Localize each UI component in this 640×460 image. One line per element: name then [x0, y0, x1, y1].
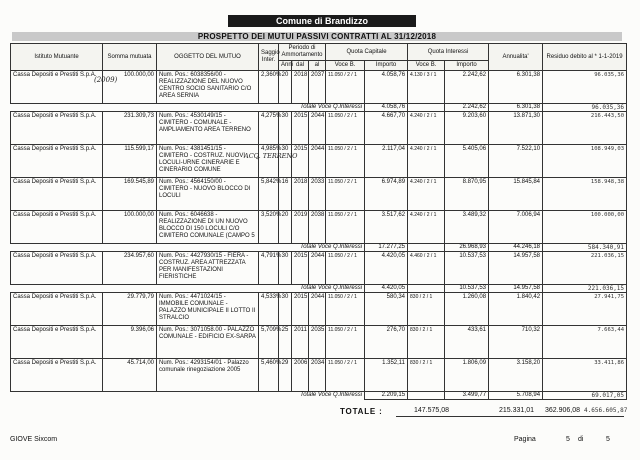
annualita-cell: 710,32	[489, 326, 543, 359]
dal-cell: 2015	[292, 112, 309, 145]
voce-cap-cell: 11.050 / 2 / 1	[326, 112, 365, 145]
saggio-cell: 4,533%	[259, 293, 279, 326]
subtotal-row	[11, 285, 627, 293]
voce-cap-cell: 11.050 / 2 / 1	[326, 71, 365, 104]
annualita-cell: 13.871,30	[489, 112, 543, 145]
somma-cell: 231.309,73	[103, 112, 157, 145]
al-cell: 2034	[309, 359, 326, 392]
importo-cap-cell: 3.517,62	[365, 211, 408, 244]
annualita-cell: 7.006,94	[489, 211, 543, 244]
voce-int-cell: 4.240 / 2 / 1	[408, 211, 445, 244]
importo-cap-cell: 1.352,11	[365, 359, 408, 392]
importo-cap-cell: 4.420,05	[365, 252, 408, 285]
voce-cap-cell: 11.050 / 2 / 1	[326, 359, 365, 392]
subtotal-label: Totale Voce Q.Interessi	[11, 392, 365, 400]
subtotal-annualita: 6.301,38	[489, 104, 543, 112]
document-title: Comune di Brandizzo	[228, 15, 416, 27]
subtotal-row	[11, 244, 627, 252]
subtotal-interessi: 10.537,53	[445, 285, 489, 293]
al-cell: 2044	[309, 112, 326, 145]
subtotal-capitale: 2.209,15	[365, 392, 408, 400]
importo-int-cell: 3.489,32	[445, 211, 489, 244]
importo-cap-cell: 4.667,70	[365, 112, 408, 145]
oggetto-cell	[157, 293, 259, 326]
saggio-cell: 5,460%	[259, 359, 279, 392]
residuo-cell: 216.443,50	[543, 112, 627, 145]
istituto-cell: Cassa Depositi e Prestiti S.p.A.	[11, 252, 103, 285]
header-periodo: Periodo di Ammortamento	[279, 44, 326, 61]
header-dal: dal	[292, 61, 309, 71]
oggetto-text: Num. Pos.: 3071058.00 - PALAZZO COMUNALE - EDIFICIO EX-SARPA	[159, 327, 256, 340]
anni-cell: 30	[279, 145, 292, 178]
somma-cell: 9.396,06	[103, 326, 157, 359]
residuo-cell: 7.663,44	[543, 326, 627, 359]
table-row	[11, 178, 627, 211]
header-annualita: Annualita'	[489, 44, 543, 71]
somma-cell: 45.714,00	[103, 359, 157, 392]
document-subtitle: PROSPETTO DEI MUTUI PASSIVI CONTRATTI AL 31/12/2018	[12, 32, 622, 41]
istituto-cell: Cassa Depositi e Prestiti S.p.A.	[11, 112, 103, 145]
residuo-cell: 158.948,38	[543, 178, 627, 211]
subtotal-spacer	[408, 392, 445, 400]
importo-cap-cell: 6.974,89	[365, 178, 408, 211]
footer-page-label: Pagina	[514, 436, 536, 443]
importo-int-cell: 5.405,06	[445, 145, 489, 178]
saggio-cell: 5,842%	[259, 178, 279, 211]
grand-total-label: TOTALE :	[340, 407, 383, 416]
footer-software: GIOVE Sixcom	[10, 436, 58, 443]
voce-cap-cell: 11.050 / 2 / 1	[326, 293, 365, 326]
subtotal-residuo: 69.017,05	[543, 392, 627, 400]
subtotal-capitale: 4.058,76	[365, 104, 408, 112]
al-cell: 2044	[309, 293, 326, 326]
subtotal-label: Totale Voce Q.Interessi	[11, 104, 365, 112]
subtotal-residuo: 584.340,91	[543, 244, 627, 252]
anni-cell: 30	[279, 252, 292, 285]
subtotal-annualita: 5.708,94	[489, 392, 543, 400]
dal-cell: 2019	[292, 211, 309, 244]
voce-cap-cell: 11.050 / 2 / 1	[326, 178, 365, 211]
header-voce-cap: Voce B.	[326, 61, 365, 71]
saggio-cell: 4,791%	[259, 252, 279, 285]
voce-int-cell: 4.460 / 2 / 1	[408, 252, 445, 285]
somma-cell: 29.779,79	[103, 293, 157, 326]
saggio-cell: 2,360%	[259, 71, 279, 104]
residuo-cell: 33.411,86	[543, 359, 627, 392]
importo-cap-cell: 4.058,76	[365, 71, 408, 104]
subtotal-interessi: 2.242,62	[445, 104, 489, 112]
saggio-cell: 4,275%	[259, 112, 279, 145]
mortgages-table	[10, 43, 627, 400]
importo-cap-cell: 2.117,04	[365, 145, 408, 178]
oggetto-text: Num. Pos.: 4381451/15 - CIMITERO - COSTRUZ. NUOVI LOCULI-URNE CINERARIE E CINERARIO COMUNE	[159, 146, 245, 173]
residuo-cell: 27.941,75	[543, 293, 627, 326]
importo-cap-cell: 276,70	[365, 326, 408, 359]
saggio-cell: 4,985%	[259, 145, 279, 178]
oggetto-cell	[157, 359, 259, 392]
subtotal-spacer	[408, 104, 445, 112]
subtotal-capitale: 4.420,05	[365, 285, 408, 293]
dal-cell: 2018	[292, 178, 309, 211]
oggetto-text: Num. Pos.: 6046638 - REALIZZAZIONE DI UN NUOVO BLOCCO DI 150 LOCULI C/O CIMITERO COMUNALE (CAMPO 5	[159, 212, 255, 239]
dal-cell: 2006	[292, 359, 309, 392]
annualita-cell: 6.301,38	[489, 71, 543, 104]
annualita-cell: 3.158,20	[489, 359, 543, 392]
grand-total-residuo: 4.656.605,87	[584, 407, 628, 414]
voce-int-cell: 830 / 2 / 1	[408, 326, 445, 359]
subtotal-row	[11, 392, 627, 400]
residuo-cell: 108.949,03	[543, 145, 627, 178]
header-istituto: Istituto Mutuante	[11, 44, 103, 71]
istituto-cell: Cassa Depositi e Prestiti S.p.A.	[11, 145, 103, 178]
importo-int-cell: 2.242,62	[445, 71, 489, 104]
somma-cell: 100.000,00	[103, 211, 157, 244]
voce-int-cell: 4.130 / 3 / 1	[408, 71, 445, 104]
footer-page-num: 5	[566, 436, 570, 443]
voce-int-cell: 830 / 2 / 1	[408, 293, 445, 326]
voce-cap-cell: 11.050 / 2 / 1	[326, 211, 365, 244]
oggetto-cell	[157, 112, 259, 145]
oggetto-cell	[157, 71, 259, 104]
voce-cap-cell: 11.050 / 2 / 1	[326, 326, 365, 359]
somma-cell: 100.000,00	[103, 71, 157, 104]
voce-int-cell: 830 / 2 / 1	[408, 359, 445, 392]
annualita-cell: 7.522,10	[489, 145, 543, 178]
al-cell: 2037	[309, 71, 326, 104]
anni-cell: 20	[279, 211, 292, 244]
subtotal-annualita: 44.246,18	[489, 244, 543, 252]
somma-cell: 234.957,60	[103, 252, 157, 285]
anni-cell: 30	[279, 293, 292, 326]
dal-cell: 2011	[292, 326, 309, 359]
anni-cell: 29	[279, 359, 292, 392]
table-row	[11, 252, 627, 285]
table-row	[11, 211, 627, 244]
dal-cell: 2015	[292, 252, 309, 285]
subtotal-label: Totale Voce Q.Interessi	[11, 285, 365, 293]
al-cell: 2044	[309, 252, 326, 285]
header-quota-interessi: Quota Interessi	[408, 44, 489, 61]
voce-int-cell: 4.240 / 2 / 1	[408, 145, 445, 178]
footer-of-label: di	[578, 436, 584, 443]
oggetto-text: Num. Pos.: 4471024/15 - IMMOBILE COMUNALE - PALAZZO MUNICIPALE II LOTTO II STRALCIO	[159, 294, 256, 321]
importo-int-cell: 9.203,60	[445, 112, 489, 145]
istituto-cell: Cassa Depositi e Prestiti S.p.A.	[11, 178, 103, 211]
header-voce-int: Voce B.	[408, 61, 445, 71]
voce-int-cell: 4.240 / 2 / 1	[408, 112, 445, 145]
al-cell: 2038	[309, 211, 326, 244]
header-anni: Anni	[279, 61, 292, 71]
istituto-cell: Cassa Depositi e Prestiti S.p.A.	[11, 359, 103, 392]
header-somma: Somma mutuata	[103, 44, 157, 71]
somma-cell: 115.599,17	[103, 145, 157, 178]
header-quota-capitale: Quota Capitale	[326, 44, 408, 61]
anni-cell: 20	[279, 71, 292, 104]
footer-page-total: 5	[606, 436, 610, 443]
somma-cell: 169.545,89	[103, 178, 157, 211]
importo-cap-cell: 580,34	[365, 293, 408, 326]
subtotal-row	[11, 104, 627, 112]
oggetto-text: Num. Pos.: 4564150/00 - CIMITERO - NUOVO BLOCCO DI LOCULI	[159, 179, 251, 199]
handwritten-note: ACQ. TERRENO	[244, 152, 298, 160]
al-cell: 2035	[309, 326, 326, 359]
subtotal-residuo: 221.036,15	[543, 285, 627, 293]
anni-cell: 25	[279, 326, 292, 359]
subtotal-label: Totale Voce Q.Interessi	[11, 244, 365, 252]
subtotal-interessi: 3.499,77	[445, 392, 489, 400]
table-row	[11, 359, 627, 392]
header-importo-cap: Importo	[365, 61, 408, 71]
al-cell: 2033	[309, 178, 326, 211]
residuo-cell: 96.035,36	[543, 71, 627, 104]
voce-int-cell: 4.240 / 2 / 1	[408, 178, 445, 211]
subtotal-spacer	[408, 244, 445, 252]
header-al: al	[309, 61, 326, 71]
handwritten-year-note: (2009)	[94, 76, 118, 84]
header-importo-int: Importo	[445, 61, 489, 71]
subtotal-capitale: 17.277,25	[365, 244, 408, 252]
importo-int-cell: 10.537,53	[445, 252, 489, 285]
voce-cap-cell: 11.050 / 2 / 1	[326, 252, 365, 285]
istituto-cell: Cassa Depositi e Prestiti S.p.A.	[11, 71, 103, 104]
table-row	[11, 293, 627, 326]
saggio-cell: 3,520%	[259, 211, 279, 244]
importo-int-cell: 433,61	[445, 326, 489, 359]
oggetto-cell	[157, 252, 259, 285]
oggetto-cell	[157, 178, 259, 211]
header-oggetto: OGGETTO DEL MUTUO	[157, 44, 259, 71]
oggetto-text: Num. Pos.: 4427930/15 - FIERA - COSTRUZ. AREA ATTREZZATA PER MANIFESTAZIONI FIERISTICHE	[159, 253, 249, 280]
dal-cell: 2015	[292, 293, 309, 326]
subtotal-annualita: 14.957,58	[489, 285, 543, 293]
dal-cell: 2018	[292, 71, 309, 104]
al-cell: 2044	[309, 145, 326, 178]
grand-total-annualita: 362.906,08	[544, 407, 580, 414]
importo-int-cell: 1.260,08	[445, 293, 489, 326]
residuo-cell: 221.036,15	[543, 252, 627, 285]
subtotal-spacer	[408, 285, 445, 293]
table-row	[11, 112, 627, 145]
istituto-cell: Cassa Depositi e Prestiti S.p.A.	[11, 211, 103, 244]
oggetto-cell	[157, 326, 259, 359]
grand-total-rule	[396, 416, 624, 417]
anni-cell: 16	[279, 178, 292, 211]
subtotal-residuo: 96.035,36	[543, 104, 627, 112]
grand-total-interessi: 215.331,01	[498, 407, 534, 414]
table-row	[11, 326, 627, 359]
istituto-cell: Cassa Depositi e Prestiti S.p.A.	[11, 326, 103, 359]
voce-cap-cell: 11.050 / 2 / 1	[326, 145, 365, 178]
header-residuo: Residuo debito al * 1-1-2019	[543, 44, 627, 71]
annualita-cell: 15.845,84	[489, 178, 543, 211]
grand-total-capitale: 147.575,08	[413, 407, 449, 414]
oggetto-text: Num. Pos.: 4293154/01 - Palazzo comunale rinegoziazione 2005	[159, 360, 249, 373]
istituto-cell: Cassa Depositi e Prestiti S.p.A.	[11, 293, 103, 326]
oggetto-cell	[157, 145, 259, 178]
annualita-cell: 14.957,58	[489, 252, 543, 285]
annualita-cell: 1.840,42	[489, 293, 543, 326]
header-saggio: Saggio Inter.	[259, 44, 279, 71]
dal-cell: 2015	[292, 145, 309, 178]
table-row	[11, 145, 627, 178]
anni-cell: 30	[279, 112, 292, 145]
saggio-cell: 5,709%	[259, 326, 279, 359]
residuo-cell: 100.000,00	[543, 211, 627, 244]
oggetto-cell	[157, 211, 259, 244]
oggetto-text: Num. Pos.: 4530149/15 - CIMITERO - COMUNALE - AMPLIAMENTO AREA TERRENO	[159, 113, 251, 133]
oggetto-text: Num. Pos.: 6038356/00 - REALIZZAZIONE DEL NUOVO CENTRO SOCIO SANITARIO C/O AREA SERNIA	[159, 72, 252, 99]
importo-int-cell: 1.806,09	[445, 359, 489, 392]
importo-int-cell: 8.870,95	[445, 178, 489, 211]
subtotal-interessi: 26.968,93	[445, 244, 489, 252]
